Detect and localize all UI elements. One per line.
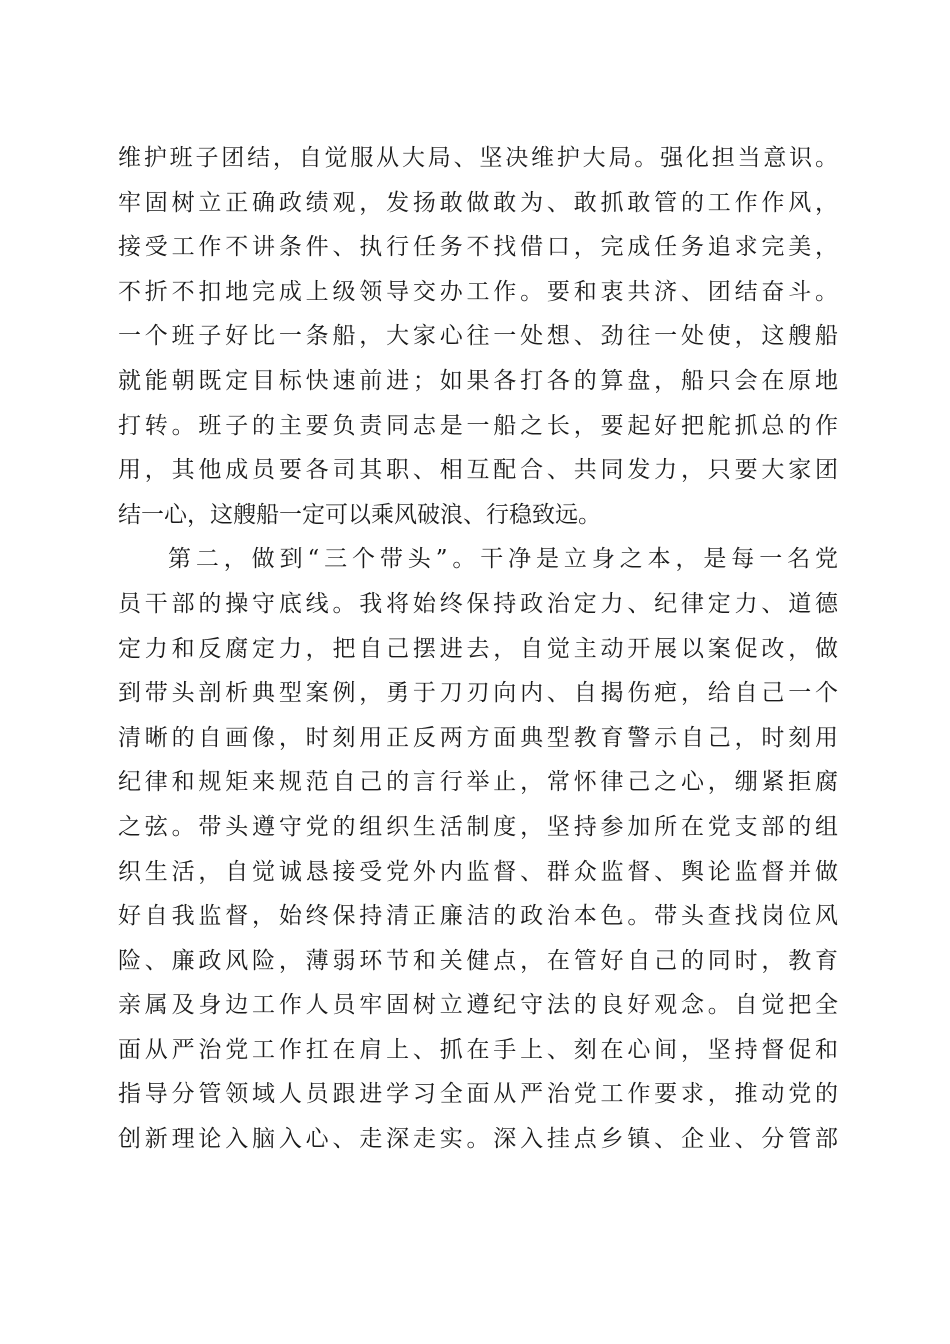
text-line: 纪律和规矩来规范自己的言行举止，常怀律己之心，绷紧拒腐 — [118, 769, 838, 796]
text-line: 就能朝既定目标快速前进；如果各打各的算盘，船只会在原地 — [118, 367, 838, 394]
text-line: 打转。班子的主要负责同志是一船之长，要起好把舵抓总的作 — [118, 412, 838, 439]
text-line: 指导分管领域人员跟进学习全面从严治党工作要求，推动党的 — [118, 1081, 838, 1108]
text-line: 险、廉政风险，薄弱环节和关健点，在管好自己的同时，教育 — [118, 947, 838, 974]
text-line: 创新理论入脑入心、走深走实。深入挂点乡镇、企业、分管部 — [118, 1126, 838, 1153]
text-line: 到带头剖析典型案例，勇于刀刃向内、自揭伤疤，给自己一个 — [118, 680, 838, 707]
text-line: 之弦。带头遵守党的组织生活制度，坚持参加所在党支部的组 — [118, 813, 838, 840]
body-text — [118, 136, 838, 1162]
text-line: 用，其他成员要各司其职、相互配合、共同发力，只要大家团 — [118, 457, 838, 484]
text-line: 员干部的操守底线。我将始终保持政治定力、纪律定力、道德 — [118, 590, 838, 617]
text-line: 牢固树立正确政绩观，发扬敢做敢为、敢抓敢管的工作作风， — [118, 189, 838, 216]
text-line: 一个班子好比一条船，大家心往一处想、劲往一处使，这艘船 — [118, 323, 838, 350]
text-line: 结一心，这艘船一定可以乘风破浪、行稳致远。 — [118, 501, 601, 528]
text-line: 织生活，自觉诚恳接受党外内监督、群众监督、舆论监督并做 — [118, 858, 838, 885]
text-line: 定力和反腐定力，把自己摆进去，自觉主动开展以案促改，做 — [118, 635, 838, 662]
text-line: 亲属及身边工作人员牢固树立遵纪守法的良好观念。自觉把全 — [118, 992, 838, 1019]
text-line: 面从严治党工作扛在肩上、抓在手上、刻在心间，坚持督促和 — [118, 1036, 838, 1063]
paragraph-start-line: 第二，做到“三个带头”。干净是立身之本，是每一名党 — [168, 546, 838, 573]
text-line: 维护班子团结，自觉服从大局、坚决维护大局。强化担当意识。 — [118, 145, 838, 171]
text-line: 好自我监督，始终保持清正廉洁的政治本色。带头查找岗位风 — [118, 903, 838, 930]
text-line: 清晰的自画像，时刻用正反两方面典型教育警示自己，时刻用 — [118, 724, 838, 751]
text-line: 不折不扣地完成上级领导交办工作。要和衷共济、团结奋斗。 — [118, 278, 838, 305]
text-line: 接受工作不讲条件、执行任务不找借口，完成任务追求完美， — [118, 234, 838, 261]
